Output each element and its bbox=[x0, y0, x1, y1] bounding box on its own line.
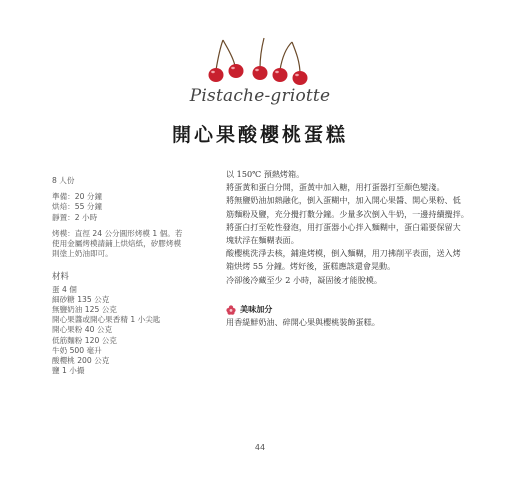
recipe-info-column bbox=[52, 176, 202, 376]
ingredient-item: 低筋麵粉 120 公克 bbox=[52, 335, 117, 345]
prep-time: 準備：20 分鐘 bbox=[52, 192, 103, 202]
step-line: 冷卻後冷藏至少 2 小時，凝固後才能脫模。 bbox=[226, 274, 382, 285]
ingredient-item: 蛋 4 個 bbox=[52, 284, 77, 294]
step-line: 將蛋黃和蛋白分開，蛋黃中加入糖，用打蛋器打至顏色變淺。 bbox=[226, 182, 445, 193]
ingredient-item: 開心果粉 40 公克 bbox=[52, 325, 113, 335]
step-line: 將無鹽奶油加熱融化，倒入蛋糊中，加入開心果醬、開心果粉、低 bbox=[226, 195, 461, 206]
recipe-title: 開心果酸櫻桃蛋糕 bbox=[171, 124, 348, 146]
bake-time: 烘焙：55 分鐘 bbox=[52, 202, 103, 212]
ingredient-item: 鹽 1 小撮 bbox=[52, 366, 85, 376]
step-line: 將蛋白打至乾性發泡，用打蛋器小心拌入麵糊中，蛋白霜要保留大 bbox=[226, 221, 461, 232]
tool-note-line: 烤模：直徑 24 公分圓形烤模 1 個。若 bbox=[52, 228, 183, 238]
tip-section bbox=[226, 303, 484, 329]
servings: 8 人份 bbox=[52, 176, 75, 185]
ingredient-item: 牛奶 500 毫升 bbox=[52, 345, 102, 355]
recipe-subtitle: Pistache-griotte bbox=[189, 86, 331, 106]
tip-heading-row bbox=[226, 303, 484, 316]
tool-note-line: 則塗上奶油即可。 bbox=[52, 249, 113, 259]
step-line: 箱烘烤 55 分鐘。烤好後，蛋糕應該還會晃動。 bbox=[226, 261, 396, 272]
step-line: 酸櫻桃洗淨去核，鋪進烤模，倒入麵糊，用刀拂削平表面，送入烤 bbox=[226, 248, 461, 259]
step-line: 筋麵粉及鹽，充分攪打數分鐘。少量多次倒入牛奶，一邊持續攪拌。 bbox=[226, 208, 469, 219]
flower-icon bbox=[226, 305, 236, 315]
tip-text: 用香緹鮮奶油、碎開心果與櫻桃裝飾蛋糕。 bbox=[226, 317, 380, 328]
ingredients-heading: 材料 bbox=[52, 271, 69, 282]
ingredient-item: 無鹽奶油 125 公克 bbox=[52, 305, 117, 315]
rest-time: 靜置：2 小時 bbox=[52, 212, 98, 222]
recipe-steps bbox=[226, 168, 484, 287]
tool-note-line: 使用金屬烤模請鋪上烘焙紙，矽膠烤模 bbox=[52, 239, 182, 249]
ingredient-item: 酸櫻桃 200 公克 bbox=[52, 356, 110, 366]
step-line: 以 150℃ 預熱烤箱。 bbox=[226, 169, 305, 179]
page-number: 44 bbox=[254, 443, 266, 452]
step-line: 塊狀浮在麵糊表面。 bbox=[226, 235, 299, 246]
ingredient-item: 細砂糖 135 公克 bbox=[52, 294, 110, 304]
cherries-illustration bbox=[200, 30, 320, 86]
tip-heading: 美味加分 bbox=[240, 304, 273, 314]
ingredient-item: 開心果醬或開心果香精 1 小尖匙 bbox=[52, 315, 161, 325]
